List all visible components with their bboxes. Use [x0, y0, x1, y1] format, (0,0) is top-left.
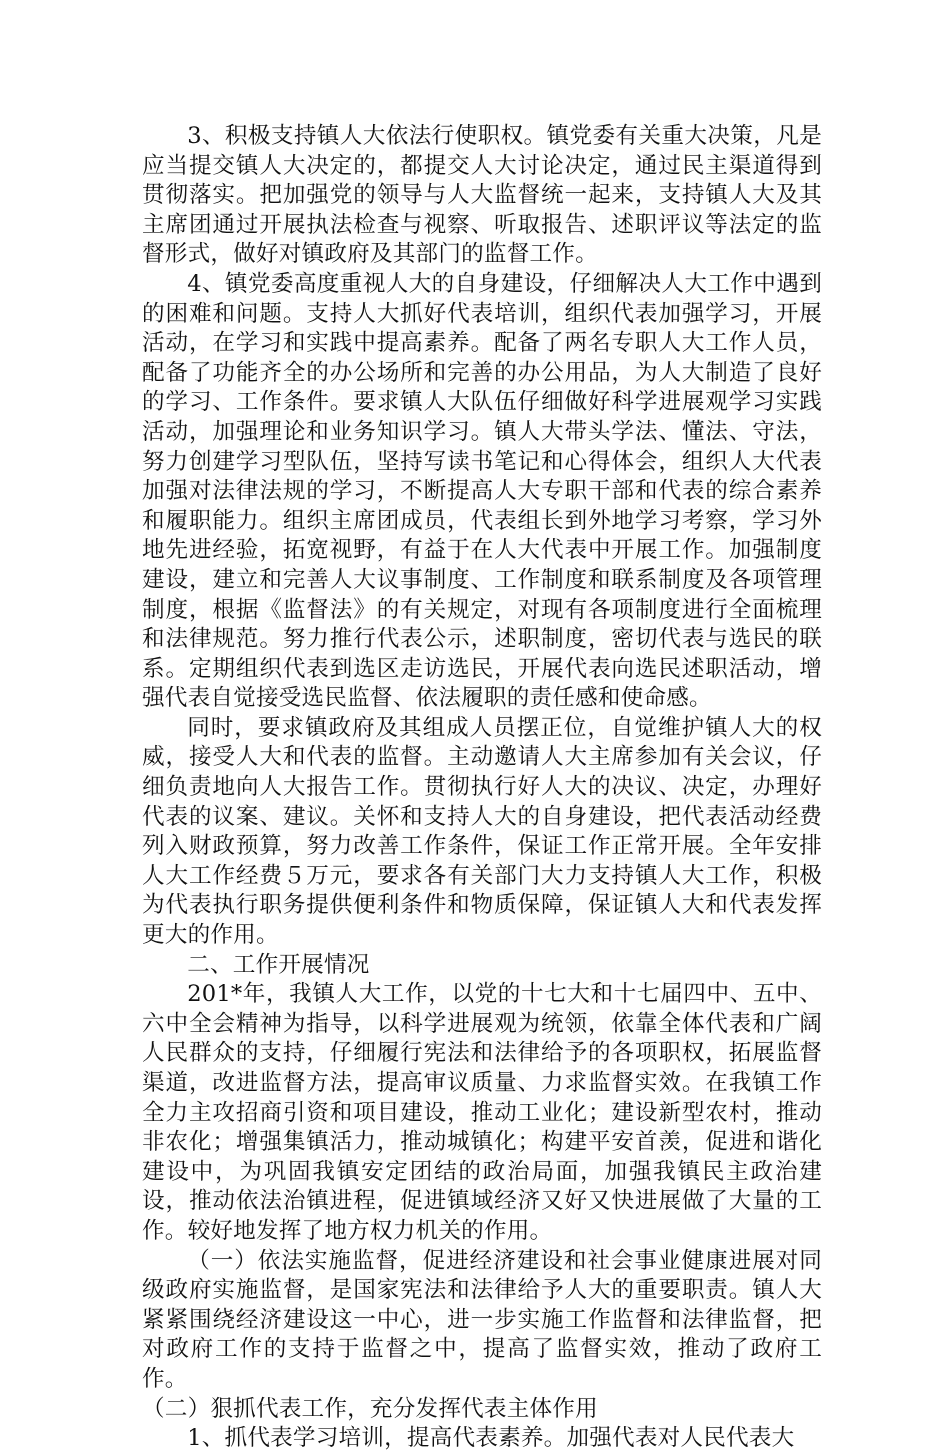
paragraph-support-congress-powers: 3、积极支持镇人大依法行使职权。镇党委有关重大决策，凡是应当提交镇人大决定的，都提交人大讨论决定，通过民主渠道得到贯彻落实。把加强党的领导与人大监督统一起来，支持镇人大及其主席团通过开展执法检查与视察、听取报告、述职评议等法定的监督形式，做好对镇政府及其部门的监督工作。: [142, 123, 822, 268]
paragraph-annual-work: 201*年，我镇人大工作，以党的十七大和十七届四中、五中、六中全会精神为指导，以科学进展观为统领，依靠全体代表和广阔人民群众的支持，仔细履行宪法和法律给予的各项职权，拓展监督渠道，改进监督方法，提高审议质量、力求监督实效。在我镇工作全力主攻招商引资和项目建设，推动工业化；建设新型农村，推动非农化；增强集镇活力，推动城镇化；构建平安首羡，促进和谐化建设中，为巩固我镇安定团结的政治局面，加强我镇民主政治建设，推动依法治镇进程，促进镇域经济又好又快进展做了大量的工作。较好地发挥了地方权力机关的作用。: [142, 981, 822, 1244]
paragraph-supervision: （一）依法实施监督，促进经济建设和社会事业健康进展对同级政府实施监督，是国家宪法和法律给予人大的重要职责。镇人大紧紧围绕经济建设这一中心，进一步实施工作监督和法律监督，把对政府工作的支持于监督之中，提高了监督实效，推动了政府工作。: [142, 1247, 822, 1392]
subsection-heading-representatives: （二）狠抓代表工作，充分发挥代表主体作用: [142, 1395, 598, 1422]
section-heading-work-progress: 二、工作开展情况: [187, 951, 370, 978]
document-page: [142, 122, 822, 1454]
paragraph-self-construction: 4、镇党委高度重视人大的自身建设，仔细解决人大工作中遇到的困难和问题。支持人大抓好代表培训，组织代表加强学习，开展活动，在学习和实践中提高素养。配备了两名专职人大工作人员，配备了功能齐全的办公场所和完善的办公用品，为人大制造了良好的学习、工作条件。要求镇人大队伍仔细做好科学进展观学习实践活动，加强理论和业务知识学习。镇人大带头学法、懂法、守法，努力创建学习型队伍，坚持写读书笔记和心得体会，组织人大代表加强对法律法规的学习，不断提高人大专职干部和代表的综合素养和履职能力。组织主席团成员，代表组长到外地学习考察，学习外地先进经验，拓宽视野，有益于在人大代表中开展工作。加强制度建设，建立和完善人大议事制度、工作制度和联系制度及各项管理制度，根据《监督法》的有关规定，对现有各项制度进行全面梳理和法律规范。努力推行代表公示，述职制度，密切代表与选民的联系。定期组织代表到选区走访选民，开展代表向选民述职活动，增强代表自觉接受选民监督、依法履职的责任感和使命感。: [142, 270, 822, 712]
paragraph-government-requirements: 同时，要求镇政府及其组成人员摆正位，自觉维护镇人大的权威，接受人大和代表的监督。主动邀请人大主席参加有关会议，仔细负责地向人大报告工作。贯彻执行好人大的决议、决定，办理好代表的议案、建议。关怀和支持人大的自身建设，把代表活动经费列入财政预算，努力改善工作条件，保证工作正常开展。全年安排人大工作经费５万元，要求各有关部门大力支持镇人大工作，积极为代表执行职务提供便利条件和物质保障，保证镇人大和代表发挥更大的作用。: [142, 714, 822, 949]
paragraph-training: 1、抓代表学习培训，提高代表素养。加强代表对人民代表大: [187, 1425, 795, 1452]
